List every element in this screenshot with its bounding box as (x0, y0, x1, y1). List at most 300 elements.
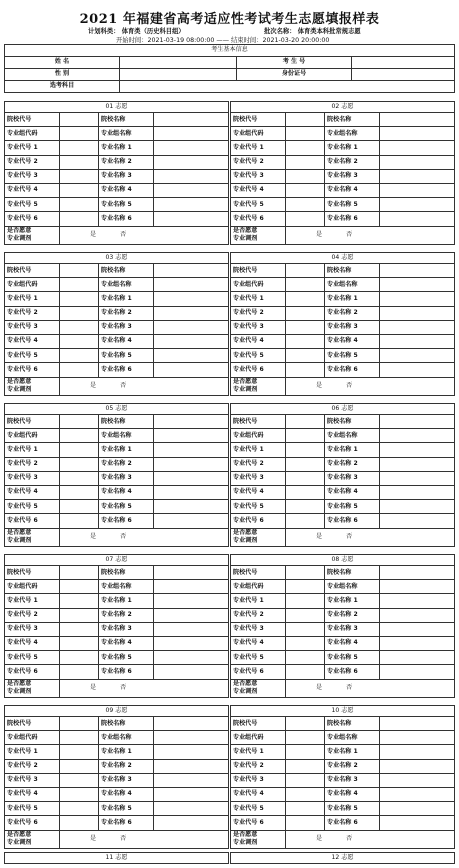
id-field[interactable] (352, 69, 455, 81)
major-code-label: 专业代号 2 (231, 608, 286, 622)
major-name-label: 专业名称 1 (99, 292, 154, 306)
major-code-label: 专业代号 3 (231, 773, 286, 787)
volunteer-table (4, 705, 229, 849)
major-name-field[interactable] (380, 802, 455, 816)
major-code-label: 专业代号 1 (231, 745, 286, 759)
major-name-label: 专业名称 1 (325, 141, 380, 155)
adjust-options (286, 679, 455, 697)
school-name-field[interactable] (154, 113, 229, 127)
adjust-question (231, 830, 286, 848)
major-code-field[interactable] (60, 802, 99, 816)
major-code-field[interactable] (60, 514, 99, 528)
school-name-label: 院校名称 (325, 264, 380, 278)
major-code-label: 专业代号 2 (231, 155, 286, 169)
school-code-label: 院校代号 (5, 113, 60, 127)
school-name-field[interactable] (154, 566, 229, 580)
major-name-label: 专业名称 4 (325, 636, 380, 650)
adjust-yes-option[interactable]: 是 (316, 532, 323, 540)
adjust-no-option[interactable]: 否 (346, 381, 353, 389)
school-code-field[interactable] (60, 415, 99, 429)
group-code-field[interactable] (286, 127, 325, 141)
major-name-label: 专业名称 1 (325, 443, 380, 457)
major-code-field[interactable] (60, 141, 99, 155)
major-name-field[interactable] (154, 212, 229, 226)
major-code-field[interactable] (60, 636, 99, 650)
major-name-label: 专业名称 6 (325, 665, 380, 679)
major-name-field[interactable] (154, 169, 229, 183)
adjust-question-line1: 是否愿意 (233, 529, 258, 537)
adjust-question-line2: 专业调剂 (7, 537, 32, 544)
major-name-field[interactable] (380, 334, 455, 348)
group-name-field[interactable] (380, 580, 455, 594)
volunteer-heading: 07 志愿 (5, 555, 229, 566)
major-code-field[interactable] (60, 457, 99, 471)
major-name-field[interactable] (380, 443, 455, 457)
adjust-options (286, 830, 455, 848)
major-code-label: 专业代号 5 (231, 802, 286, 816)
adjust-no-option[interactable]: 否 (120, 532, 127, 540)
major-name-label: 专业名称 2 (99, 608, 154, 622)
major-name-field[interactable] (154, 745, 229, 759)
group-code-label: 专业组代码 (231, 580, 286, 594)
major-code-field[interactable] (286, 622, 325, 636)
major-code-field[interactable] (60, 183, 99, 197)
major-code-label: 专业代号 3 (5, 622, 60, 636)
school-code-label: 院校代号 (231, 717, 286, 731)
major-name-label: 专业名称 1 (99, 141, 154, 155)
group-name-field[interactable] (154, 127, 229, 141)
major-code-label: 专业代号 2 (231, 457, 286, 471)
major-name-field[interactable] (380, 514, 455, 528)
adjust-question-line2: 专业调剂 (233, 235, 258, 242)
major-name-field[interactable] (154, 608, 229, 622)
school-name-field[interactable] (380, 415, 455, 429)
major-name-field[interactable] (154, 594, 229, 608)
adjust-options (60, 377, 229, 395)
group-name-label: 专业组名称 (325, 731, 380, 745)
adjust-question (5, 226, 60, 244)
major-name-field[interactable] (154, 665, 229, 679)
group-code-label: 专业组代码 (5, 731, 60, 745)
group-code-field[interactable] (60, 731, 99, 745)
adjust-yes-option[interactable]: 是 (316, 381, 323, 389)
major-code-label: 专业代号 6 (231, 363, 286, 377)
major-name-label: 专业名称 2 (99, 155, 154, 169)
adjust-question-line2: 专业调剂 (7, 235, 32, 242)
major-name-field[interactable] (380, 665, 455, 679)
major-code-field[interactable] (286, 320, 325, 334)
major-name-field[interactable] (154, 334, 229, 348)
major-name-field[interactable] (154, 622, 229, 636)
group-name-field[interactable] (380, 429, 455, 443)
major-code-label: 专业代号 2 (5, 155, 60, 169)
major-code-field[interactable] (286, 636, 325, 650)
major-name-field[interactable] (154, 485, 229, 499)
volunteer-block (4, 554, 229, 698)
group-name-field[interactable] (380, 127, 455, 141)
school-name-label: 院校名称 (325, 113, 380, 127)
volunteer-heading: 02 志愿 (231, 102, 455, 113)
major-name-label: 专业名称 1 (325, 292, 380, 306)
school-code-field[interactable] (286, 415, 325, 429)
volunteer-block (230, 852, 455, 864)
adjust-yes-option[interactable]: 是 (90, 532, 97, 540)
major-name-field[interactable] (154, 320, 229, 334)
major-code-field[interactable] (286, 500, 325, 514)
volunteer-table (230, 252, 455, 396)
volunteer-block (4, 852, 229, 864)
major-code-label: 专业代号 2 (231, 759, 286, 773)
major-code-label: 专业代号 1 (5, 443, 60, 457)
exam-no-field[interactable] (352, 57, 455, 69)
school-name-field[interactable] (380, 264, 455, 278)
adjust-question-line1: 是否愿意 (233, 378, 258, 386)
adjust-question-line1: 是否愿意 (233, 831, 258, 839)
major-name-field[interactable] (154, 802, 229, 816)
major-code-field[interactable] (286, 443, 325, 457)
major-name-label: 专业名称 5 (325, 500, 380, 514)
major-name-field[interactable] (380, 349, 455, 363)
major-name-field[interactable] (380, 485, 455, 499)
major-name-field[interactable] (380, 500, 455, 514)
major-code-field[interactable] (60, 169, 99, 183)
volunteer-block (4, 705, 229, 849)
gender-field[interactable] (120, 69, 237, 81)
volunteer-table (4, 554, 229, 698)
major-code-field[interactable] (286, 306, 325, 320)
volunteer-table (230, 101, 455, 245)
subject-field[interactable] (120, 81, 455, 93)
school-name-field[interactable] (154, 415, 229, 429)
major-code-field[interactable] (286, 292, 325, 306)
adjust-question-line1: 是否愿意 (7, 378, 32, 386)
major-code-label: 专业代号 3 (231, 622, 286, 636)
major-code-label: 专业代号 3 (231, 320, 286, 334)
major-name-field[interactable] (380, 471, 455, 485)
major-name-field[interactable] (154, 471, 229, 485)
school-code-field[interactable] (286, 264, 325, 278)
school-code-field[interactable] (60, 264, 99, 278)
school-code-field[interactable] (286, 566, 325, 580)
school-code-label: 院校代号 (231, 113, 286, 127)
major-code-label: 专业代号 4 (5, 334, 60, 348)
group-code-field[interactable] (286, 580, 325, 594)
major-name-label: 专业名称 5 (99, 802, 154, 816)
school-code-field[interactable] (60, 717, 99, 731)
volunteer-heading: 05 志愿 (5, 404, 229, 415)
major-name-label: 专业名称 3 (99, 622, 154, 636)
group-name-field[interactable] (154, 429, 229, 443)
major-code-label: 专业代号 4 (5, 787, 60, 801)
batch-name (264, 26, 361, 35)
major-code-label: 专业代号 5 (231, 651, 286, 665)
adjust-no-option[interactable]: 否 (120, 683, 127, 691)
major-name-label: 专业名称 3 (325, 622, 380, 636)
group-code-field[interactable] (60, 127, 99, 141)
major-code-field[interactable] (286, 745, 325, 759)
major-name-field[interactable] (380, 608, 455, 622)
major-name-label: 专业名称 3 (325, 320, 380, 334)
adjust-no-option[interactable]: 否 (346, 230, 353, 238)
major-code-field[interactable] (286, 787, 325, 801)
school-name-label: 院校名称 (325, 717, 380, 731)
major-code-field[interactable] (286, 363, 325, 377)
major-code-field[interactable] (286, 349, 325, 363)
major-code-field[interactable] (60, 363, 99, 377)
major-name-label: 专业名称 6 (99, 363, 154, 377)
major-name-field[interactable] (154, 443, 229, 457)
major-name-field[interactable] (154, 514, 229, 528)
major-code-field[interactable] (286, 594, 325, 608)
major-name-field[interactable] (380, 363, 455, 377)
major-name-field[interactable] (380, 141, 455, 155)
major-code-field[interactable] (286, 759, 325, 773)
major-name-field[interactable] (380, 169, 455, 183)
major-code-field[interactable] (286, 651, 325, 665)
adjust-no-option[interactable]: 否 (120, 230, 127, 238)
major-code-field[interactable] (60, 334, 99, 348)
major-code-label: 专业代号 2 (5, 608, 60, 622)
adjust-question (231, 226, 286, 244)
adjust-no-option[interactable]: 否 (346, 834, 353, 842)
major-name-field[interactable] (154, 759, 229, 773)
major-name-field[interactable] (380, 622, 455, 636)
major-code-field[interactable] (286, 155, 325, 169)
start-value: 2021-03-19 08:00:00 (147, 37, 215, 44)
major-code-field[interactable] (286, 198, 325, 212)
adjust-question (5, 528, 60, 546)
major-code-field[interactable] (286, 802, 325, 816)
name-field[interactable] (120, 57, 237, 69)
group-name-field[interactable] (154, 731, 229, 745)
major-name-field[interactable] (380, 457, 455, 471)
major-code-label: 专业代号 1 (5, 141, 60, 155)
major-name-field[interactable] (380, 651, 455, 665)
group-code-field[interactable] (286, 429, 325, 443)
adjust-yes-option[interactable]: 是 (316, 683, 323, 691)
major-code-label: 专业代号 5 (231, 349, 286, 363)
group-code-field[interactable] (286, 278, 325, 292)
major-name-field[interactable] (380, 759, 455, 773)
school-name-label: 院校名称 (99, 415, 154, 429)
adjust-question-line1: 是否愿意 (7, 227, 32, 235)
major-name-label: 专业名称 6 (325, 816, 380, 830)
major-name-field[interactable] (154, 363, 229, 377)
major-code-field[interactable] (60, 443, 99, 457)
major-code-field[interactable] (60, 608, 99, 622)
major-code-label: 专业代号 4 (5, 183, 60, 197)
adjust-question-line2: 专业调剂 (233, 688, 258, 695)
major-name-field[interactable] (154, 349, 229, 363)
major-name-field[interactable] (380, 306, 455, 320)
major-code-label: 专业代号 5 (231, 500, 286, 514)
major-name-field[interactable] (380, 292, 455, 306)
volunteer-block (230, 705, 455, 849)
major-name-label: 专业名称 1 (99, 594, 154, 608)
major-code-field[interactable] (60, 651, 99, 665)
major-name-field[interactable] (154, 155, 229, 169)
major-code-field[interactable] (286, 169, 325, 183)
major-code-field[interactable] (60, 594, 99, 608)
major-code-field[interactable] (286, 608, 325, 622)
major-code-field[interactable] (60, 306, 99, 320)
major-name-field[interactable] (380, 320, 455, 334)
group-code-field[interactable] (60, 580, 99, 594)
major-code-field[interactable] (60, 155, 99, 169)
volunteer-block (4, 101, 229, 245)
major-name-label: 专业名称 6 (99, 665, 154, 679)
group-name-field[interactable] (154, 580, 229, 594)
exam-no-label: 考 生 号 (237, 57, 352, 69)
major-name-label: 专业名称 5 (325, 651, 380, 665)
major-code-field[interactable] (60, 787, 99, 801)
major-name-field[interactable] (380, 816, 455, 830)
major-code-field[interactable] (286, 665, 325, 679)
major-code-label: 专业代号 1 (5, 292, 60, 306)
major-code-field[interactable] (60, 349, 99, 363)
major-name-field[interactable] (154, 500, 229, 514)
group-name-field[interactable] (380, 278, 455, 292)
major-code-label: 专业代号 5 (231, 198, 286, 212)
major-name-field[interactable] (380, 198, 455, 212)
major-name-label: 专业名称 2 (99, 457, 154, 471)
major-name-label: 专业名称 1 (325, 745, 380, 759)
major-code-label: 专业代号 3 (5, 320, 60, 334)
major-name-label: 专业名称 5 (325, 349, 380, 363)
major-code-field[interactable] (286, 334, 325, 348)
group-code-field[interactable] (60, 278, 99, 292)
major-name-field[interactable] (380, 212, 455, 226)
major-code-field[interactable] (60, 485, 99, 499)
major-name-label: 专业名称 3 (99, 773, 154, 787)
school-name-label: 院校名称 (99, 264, 154, 278)
major-name-field[interactable] (380, 773, 455, 787)
major-name-field[interactable] (154, 292, 229, 306)
major-code-field[interactable] (60, 320, 99, 334)
major-code-field[interactable] (60, 622, 99, 636)
major-name-field[interactable] (380, 787, 455, 801)
adjust-no-option[interactable]: 否 (120, 381, 127, 389)
group-code-field[interactable] (60, 429, 99, 443)
major-code-field[interactable] (286, 183, 325, 197)
major-name-label: 专业名称 3 (325, 773, 380, 787)
major-name-label: 专业名称 6 (325, 363, 380, 377)
major-code-field[interactable] (286, 816, 325, 830)
major-name-field[interactable] (154, 787, 229, 801)
group-name-label: 专业组名称 (99, 278, 154, 292)
major-code-label: 专业代号 2 (5, 759, 60, 773)
major-name-label: 专业名称 4 (99, 485, 154, 499)
adjust-yes-option[interactable]: 是 (316, 230, 323, 238)
volunteer-table (4, 403, 229, 547)
major-name-field[interactable] (154, 773, 229, 787)
major-name-field[interactable] (380, 636, 455, 650)
time-dash: —— (216, 37, 229, 44)
group-name-field[interactable] (154, 278, 229, 292)
group-code-label: 专业组代码 (231, 429, 286, 443)
school-name-field[interactable] (380, 717, 455, 731)
adjust-options (60, 679, 229, 697)
major-code-field[interactable] (60, 292, 99, 306)
major-code-field[interactable] (60, 759, 99, 773)
adjust-no-option[interactable]: 否 (346, 683, 353, 691)
adjust-no-option[interactable]: 否 (120, 834, 127, 842)
major-code-field[interactable] (286, 471, 325, 485)
adjust-yes-option[interactable]: 是 (90, 834, 97, 842)
school-name-field[interactable] (380, 113, 455, 127)
major-code-field[interactable] (286, 514, 325, 528)
school-code-label: 院校代号 (231, 264, 286, 278)
adjust-question-line2: 专业调剂 (7, 386, 32, 393)
major-name-field[interactable] (380, 155, 455, 169)
major-name-field[interactable] (154, 636, 229, 650)
major-code-label: 专业代号 2 (5, 457, 60, 471)
major-code-label: 专业代号 6 (231, 212, 286, 226)
adjust-yes-option[interactable]: 是 (90, 230, 97, 238)
adjust-question-line1: 是否愿意 (7, 680, 32, 688)
major-name-field[interactable] (154, 651, 229, 665)
major-name-field[interactable] (154, 816, 229, 830)
major-code-field[interactable] (60, 816, 99, 830)
adjust-yes-option[interactable]: 是 (90, 381, 97, 389)
school-code-field[interactable] (286, 717, 325, 731)
school-name-field[interactable] (380, 566, 455, 580)
major-code-field[interactable] (60, 773, 99, 787)
adjust-yes-option[interactable]: 是 (90, 683, 97, 691)
major-code-field[interactable] (286, 141, 325, 155)
major-code-field[interactable] (60, 500, 99, 514)
school-name-field[interactable] (154, 264, 229, 278)
major-name-field[interactable] (154, 183, 229, 197)
major-name-field[interactable] (154, 457, 229, 471)
adjust-question-line1: 是否愿意 (7, 831, 32, 839)
major-name-field[interactable] (154, 306, 229, 320)
major-name-label: 专业名称 4 (325, 183, 380, 197)
major-code-label: 专业代号 4 (231, 787, 286, 801)
major-name-field[interactable] (380, 594, 455, 608)
major-code-field[interactable] (60, 471, 99, 485)
major-name-field[interactable] (380, 745, 455, 759)
major-name-label: 专业名称 2 (325, 759, 380, 773)
major-code-field[interactable] (60, 198, 99, 212)
adjust-question-line2: 专业调剂 (233, 386, 258, 393)
school-name-field[interactable] (154, 717, 229, 731)
major-code-field[interactable] (60, 665, 99, 679)
major-code-field[interactable] (60, 212, 99, 226)
group-code-field[interactable] (286, 731, 325, 745)
group-code-label: 专业组代码 (5, 278, 60, 292)
group-name-label: 专业组名称 (99, 731, 154, 745)
id-label: 身份证号 (237, 69, 352, 81)
major-code-field[interactable] (286, 485, 325, 499)
adjust-no-option[interactable]: 否 (346, 532, 353, 540)
major-code-field[interactable] (60, 745, 99, 759)
major-name-field[interactable] (154, 198, 229, 212)
major-name-field[interactable] (380, 183, 455, 197)
major-name-field[interactable] (154, 141, 229, 155)
major-code-field[interactable] (286, 457, 325, 471)
major-code-field[interactable] (286, 212, 325, 226)
school-code-field[interactable] (60, 113, 99, 127)
school-code-field[interactable] (286, 113, 325, 127)
major-code-label: 专业代号 2 (231, 306, 286, 320)
plan-label: 计划科类： (88, 28, 120, 35)
school-code-field[interactable] (60, 566, 99, 580)
adjust-yes-option[interactable]: 是 (316, 834, 323, 842)
group-name-field[interactable] (380, 731, 455, 745)
major-code-field[interactable] (286, 773, 325, 787)
major-name-label: 专业名称 4 (99, 334, 154, 348)
